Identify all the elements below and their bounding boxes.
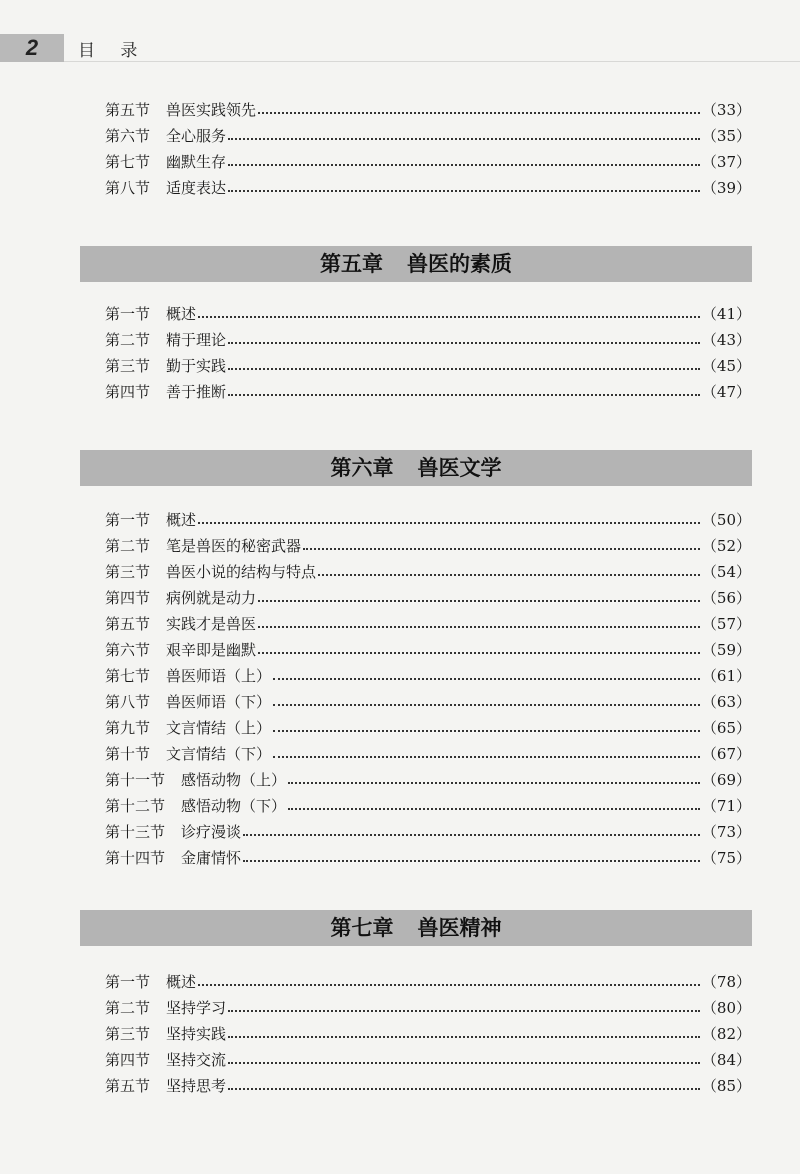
toc-section-number: 第八节: [105, 693, 151, 711]
toc-entry[interactable]: [105, 790, 751, 816]
toc-section-number: 第十三节: [105, 823, 166, 841]
dot-leader: [303, 548, 700, 550]
toc-section-number: 第四节: [105, 383, 151, 401]
toc-section-title: 坚持交流: [166, 1051, 227, 1069]
dot-leader: [228, 1088, 700, 1090]
toc-page-number: （78）: [701, 973, 751, 991]
chapter-title: 兽医的素质: [407, 251, 512, 276]
toc-section-number: 第十节: [105, 745, 151, 763]
dot-leader: [228, 138, 700, 140]
toc-entry[interactable]: [105, 1018, 751, 1044]
toc-page-number: （50）: [701, 511, 751, 529]
toc-page-number: （71）: [701, 797, 751, 815]
toc-section-title: 感悟动物（下）: [181, 797, 287, 815]
toc-section-number: 第八节: [105, 179, 151, 197]
dot-leader: [228, 342, 700, 344]
toc-page-number: （63）: [701, 693, 751, 711]
toc-section-title: 善于推断: [166, 383, 227, 401]
toc-section-number: 第七节: [105, 153, 151, 171]
toc-group-chapter-6: [105, 504, 751, 868]
toc-section-number: 第五节: [105, 1077, 151, 1095]
toc-entry[interactable]: [105, 172, 751, 198]
toc-entry[interactable]: [105, 582, 751, 608]
toc-entry[interactable]: [105, 146, 751, 172]
toc-entry[interactable]: [105, 686, 751, 712]
toc-entry[interactable]: [105, 1070, 751, 1096]
toc-page-number: （56）: [701, 589, 751, 607]
toc-entry[interactable]: [105, 660, 751, 686]
toc-page-number: （43）: [701, 331, 751, 349]
toc-entry[interactable]: [105, 556, 751, 582]
toc-entry[interactable]: [105, 376, 751, 402]
toc-section-number: 第三节: [105, 1025, 151, 1043]
toc-section-title: 概述: [166, 511, 197, 529]
dot-leader: [228, 1036, 700, 1038]
toc-page-number: （75）: [701, 849, 751, 867]
toc-entry[interactable]: [105, 842, 751, 868]
dot-leader: [273, 756, 700, 758]
toc-entry[interactable]: [105, 764, 751, 790]
page-title: 目 录: [78, 41, 148, 61]
dot-leader: [228, 190, 700, 192]
toc-section-number: 第十四节: [105, 849, 166, 867]
toc-page-number: （69）: [701, 771, 751, 789]
toc-section-number: 第一节: [105, 305, 151, 323]
dot-leader: [198, 316, 700, 318]
toc-section-number: 第十一节: [105, 771, 166, 789]
dot-leader: [228, 1062, 700, 1064]
header-divider: [64, 61, 800, 62]
toc-page-number: （41）: [701, 305, 751, 323]
toc-page-number: （61）: [701, 667, 751, 685]
toc-page-number: （67）: [701, 745, 751, 763]
toc-page-number: （65）: [701, 719, 751, 737]
toc-section-title: 艰辛即是幽默: [166, 641, 257, 659]
page-header: [0, 0, 800, 62]
toc-page-number: （73）: [701, 823, 751, 841]
toc-page-number: （52）: [701, 537, 751, 555]
toc-section-title: 全心服务: [166, 127, 227, 145]
toc-section-title: 兽医小说的结构与特点: [166, 563, 317, 581]
chapter-number: 第五章: [320, 251, 383, 276]
dot-leader: [228, 164, 700, 166]
toc-group-chapter-7: [105, 966, 751, 1096]
chapter-title: 兽医精神: [417, 915, 502, 940]
toc-section-number: 第一节: [105, 511, 151, 529]
toc-entry[interactable]: [105, 816, 751, 842]
toc-page-number: （82）: [701, 1025, 751, 1043]
toc-section-title: 适度表达: [166, 179, 227, 197]
dot-leader: [258, 112, 700, 114]
toc-page-number: （59）: [701, 641, 751, 659]
toc-page-number: （47）: [701, 383, 751, 401]
dot-leader: [273, 704, 700, 706]
dot-leader: [198, 984, 700, 986]
toc-entry[interactable]: [105, 298, 751, 324]
dot-leader: [273, 730, 700, 732]
toc-page-number: （84）: [701, 1051, 751, 1069]
toc-section-title: 文言情结（下）: [166, 745, 272, 763]
toc-section-number: 第一节: [105, 973, 151, 991]
toc-section-title: 感悟动物（上）: [181, 771, 287, 789]
toc-section-title: 概述: [166, 305, 197, 323]
toc-section-title: 精于理论: [166, 331, 227, 349]
dot-leader: [258, 600, 700, 602]
dot-leader: [318, 574, 700, 576]
toc-section-number: 第十二节: [105, 797, 166, 815]
toc-section-number: 第四节: [105, 589, 151, 607]
toc-entry[interactable]: [105, 504, 751, 530]
toc-section-title: 幽默生存: [166, 153, 227, 171]
dot-leader: [273, 678, 700, 680]
toc-section-title: 坚持实践: [166, 1025, 227, 1043]
toc-section-title: 病例就是动力: [166, 589, 257, 607]
toc-section-number: 第七节: [105, 667, 151, 685]
toc-entry[interactable]: [105, 966, 751, 992]
toc-section-title: 实践才是兽医: [166, 615, 257, 633]
toc-page-number: （85）: [701, 1077, 751, 1095]
dot-leader: [288, 808, 700, 810]
dot-leader: [258, 626, 700, 628]
toc-section-number: 第二节: [105, 999, 151, 1017]
chapter-title: 兽医文学: [417, 455, 502, 480]
chapter-number: 第七章: [330, 915, 394, 940]
chapter-heading-6[interactable]: [80, 450, 752, 486]
toc-section-title: 笔是兽医的秘密武器: [166, 537, 302, 555]
toc-section-number: 第三节: [105, 563, 151, 581]
dot-leader: [243, 834, 700, 836]
toc-section-title: 金庸情怀: [181, 849, 242, 867]
toc-entry[interactable]: [105, 634, 751, 660]
dot-leader: [228, 1010, 700, 1012]
toc-section-number: 第九节: [105, 719, 151, 737]
toc-section-title: 坚持学习: [166, 999, 227, 1017]
toc-section-title: 概述: [166, 973, 197, 991]
toc-entry[interactable]: [105, 738, 751, 764]
dot-leader: [243, 860, 700, 862]
toc-section-title: 兽医师语（下）: [166, 693, 272, 711]
toc-section-title: 勤于实践: [166, 357, 227, 375]
toc-group-chapter-5: [105, 298, 751, 402]
toc-entry[interactable]: [105, 94, 751, 120]
toc-page-number: （39）: [701, 179, 751, 197]
toc-page-number: （35）: [701, 127, 751, 145]
toc-section-number: 第三节: [105, 357, 151, 375]
toc-page-number: （80）: [701, 999, 751, 1017]
chapter-number: 第六章: [330, 455, 394, 480]
toc-section-number: 第五节: [105, 101, 151, 119]
toc-section-title: 兽医实践领先: [166, 101, 257, 119]
toc-section-number: 第五节: [105, 615, 151, 633]
toc-page-number: （33）: [701, 101, 751, 119]
toc-entry[interactable]: [105, 120, 751, 146]
toc-page-number: （54）: [701, 563, 751, 581]
toc-page-number: （57）: [701, 615, 751, 633]
toc-section-title: 坚持思考: [166, 1077, 227, 1095]
toc-section-number: 第二节: [105, 331, 151, 349]
dot-leader: [228, 368, 700, 370]
chapter-heading-7[interactable]: [80, 910, 752, 946]
toc-section-number: 第六节: [105, 127, 151, 145]
toc-section-title: 文言情结（上）: [166, 719, 272, 737]
toc-page-number: （45）: [701, 357, 751, 375]
toc-page-number: （37）: [701, 153, 751, 171]
toc-section-title: 诊疗漫谈: [181, 823, 242, 841]
dot-leader: [198, 522, 700, 524]
dot-leader: [258, 652, 700, 654]
dot-leader: [228, 394, 700, 396]
toc-section-number: 第六节: [105, 641, 151, 659]
toc-entry[interactable]: [105, 1044, 751, 1070]
toc-entry[interactable]: [105, 712, 751, 738]
toc-group-continued: [105, 94, 751, 198]
chapter-heading-5[interactable]: [80, 246, 752, 282]
toc-section-title: 兽医师语（上）: [166, 667, 272, 685]
toc-entry[interactable]: [105, 350, 751, 376]
toc-entry[interactable]: [105, 530, 751, 556]
toc-entry[interactable]: [105, 608, 751, 634]
toc-section-number: 第二节: [105, 537, 151, 555]
dot-leader: [288, 782, 700, 784]
toc-entry[interactable]: [105, 324, 751, 350]
toc-entry[interactable]: [105, 992, 751, 1018]
page-number: 2: [0, 34, 64, 62]
toc-section-number: 第四节: [105, 1051, 151, 1069]
